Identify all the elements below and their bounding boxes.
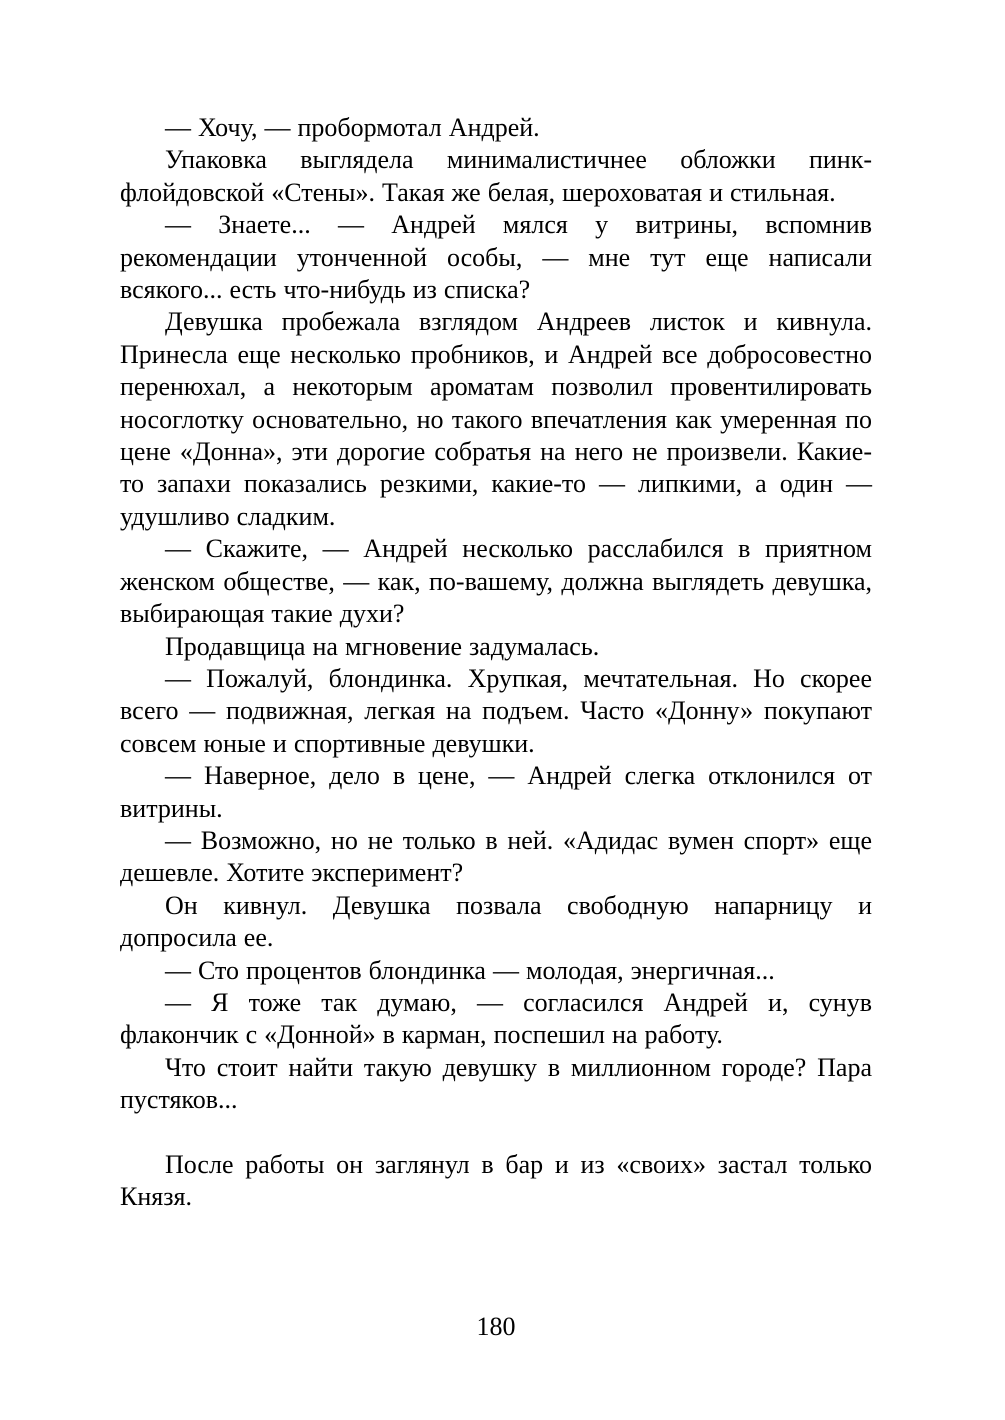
page-number: 180 bbox=[476, 1312, 516, 1341]
paragraph: — Скажите, — Андрей несколько расслабился в приятном женском обществе, — как, по-вашему, должна выглядеть девушка, выбирающая такие духи? bbox=[120, 534, 872, 629]
paragraph: — Возможно, но не только в ней. «Адидас вумен спорт» еще дешевле. Хотите эксперимент? bbox=[120, 825, 872, 888]
paragraph: Он кивнул. Девушка позвала свободную напарницу и допросила ее. bbox=[120, 890, 872, 953]
paragraph: — Пожалуй, блондинка. Хрупкая, мечтательная. Но скорее всего — подвижная, легкая на подъем. Часто «Донну» покупают совсем юные и спортивные девушки. bbox=[120, 663, 872, 758]
paragraph: После работы он заглянул в бар и из «своих» застал только Князя. bbox=[120, 1149, 872, 1212]
paragraph: Продавщица на мгновение задумалась. bbox=[165, 631, 600, 661]
paragraph: Что стоит найти такую девушку в миллионном городе? Пара пустяков... bbox=[120, 1052, 872, 1115]
paragraph: — Я тоже так думаю, — согласился Андрей и, сунув флакончик с «Донной» в карман, поспешил на работу. bbox=[120, 987, 872, 1050]
paragraph: — Знаете... — Андрей мялся у витрины, вспомнив рекомендации утонченной особы, — мне тут еще написали всякого... есть что-нибудь из списка? bbox=[120, 210, 872, 305]
paragraph: Упаковка выглядела минималистичнее обложки пинк-флойдовской «Стены». Такая же белая, шероховатая и стильная. bbox=[120, 145, 872, 207]
paragraph: — Хочу, — пробормотал Андрей. bbox=[165, 113, 540, 142]
paragraph: Девушка пробежала взглядом Андреев листок и кивнула. Принесла еще несколько пробников, и Андрей все добросовестно перенюхал, а некоторым ароматам позволил провентилировать носоглотку основательно, но такого впечатления как умеренная по цене «Донна», эти дорогие собратья на него не произвели. Какие-то запахи показались резкими, какие-то — липкими, а один — удушливо сладким. bbox=[120, 307, 872, 531]
paragraph: — Сто процентов блондинка — молодая, энергичная... bbox=[165, 955, 775, 985]
text-block bbox=[120, 112, 872, 1214]
paragraph: — Наверное, дело в цене, — Андрей слегка отклонился от витрины. bbox=[120, 761, 872, 823]
